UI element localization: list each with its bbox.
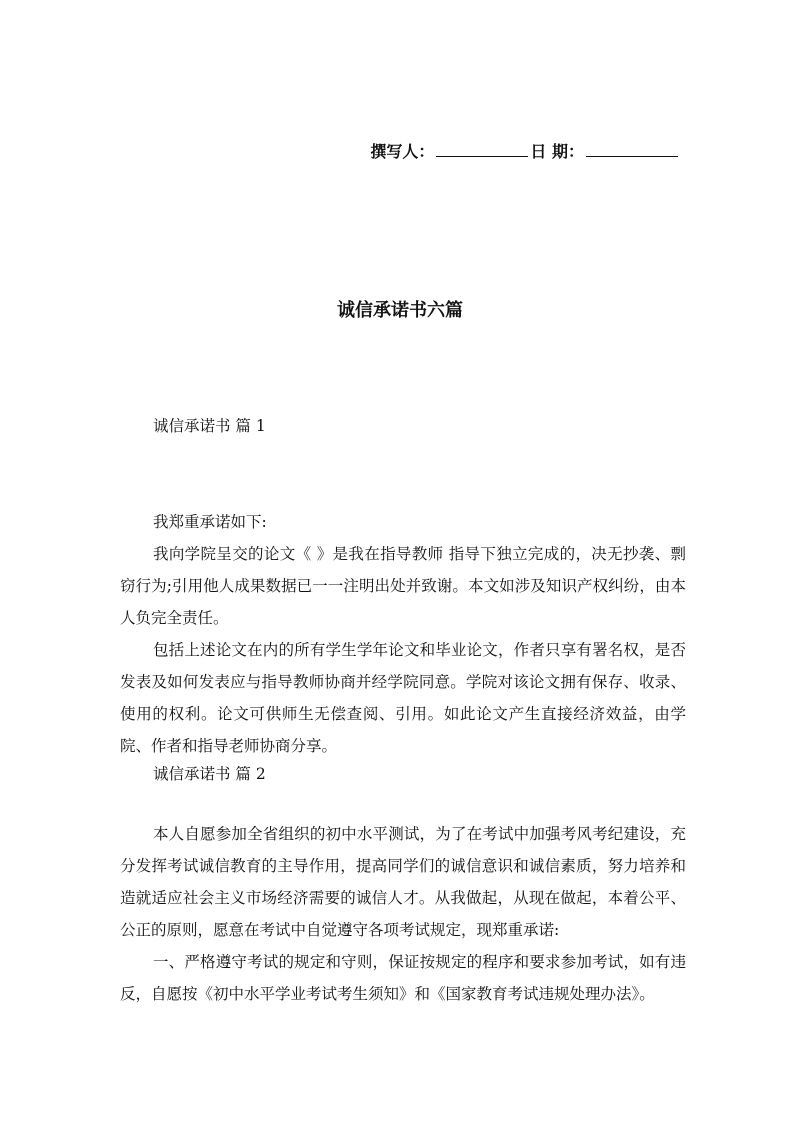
paragraph-exam-rule-1: 一、严格遵守考试的规定和守则，保证按规定的程序和要求参加考试，如有违反，自愿按《初中水平学业考试考生须知》和《国家教育考试违规处理办法》。	[120, 953, 686, 1003]
author-date-line	[370, 139, 680, 162]
paragraph-thesis-rights: 包括上述论文在内的所有学生学年论文和毕业论文，作者只享有署名权，是否发表及如何发表应与指导教师协商并经学院同意。学院对该论文拥有保存、收录、使用的权利。论文可供师生无偿查阅、引用。如此论文产生直接经济效益，由学院、作者和指导老师协商分享。	[120, 641, 686, 755]
paragraph-exam-pledge: 本人自愿参加全省组织的初中水平测试，为了在考试中加强考风考纪建设，充分发挥考试诚信教育的主导作用，提高同学们的诚信意识和诚信素质，努力培养和造就适应社会主义市场经济需要的诚信人才。从我做起，从现在做起，本着公平、公正的原则，愿意在考试中自觉遵守各项考试规定，现郑重承诺:	[120, 825, 686, 939]
paragraph-thesis-originality: 我向学院呈交的论文《 》是我在指导教师 指导下独立完成的，决无抄袭、剽窃行为;引用他人成果数据已一一注明出处并致谢。本文如涉及知识产权纠纷，由本人负完全责任。	[120, 545, 686, 627]
date-label: 日 期：	[530, 142, 584, 161]
author-blank	[436, 141, 528, 157]
section-heading-2: 诚信承诺书 篇 2	[153, 765, 266, 783]
author-label: 撰写人：	[370, 142, 435, 161]
date-blank	[586, 141, 678, 157]
section-heading-1: 诚信承诺书 篇 1	[153, 417, 266, 435]
paragraph-pledge-intro: 我郑重承诺如下:	[153, 513, 267, 531]
document-title: 诚信承诺书六篇	[337, 300, 463, 321]
